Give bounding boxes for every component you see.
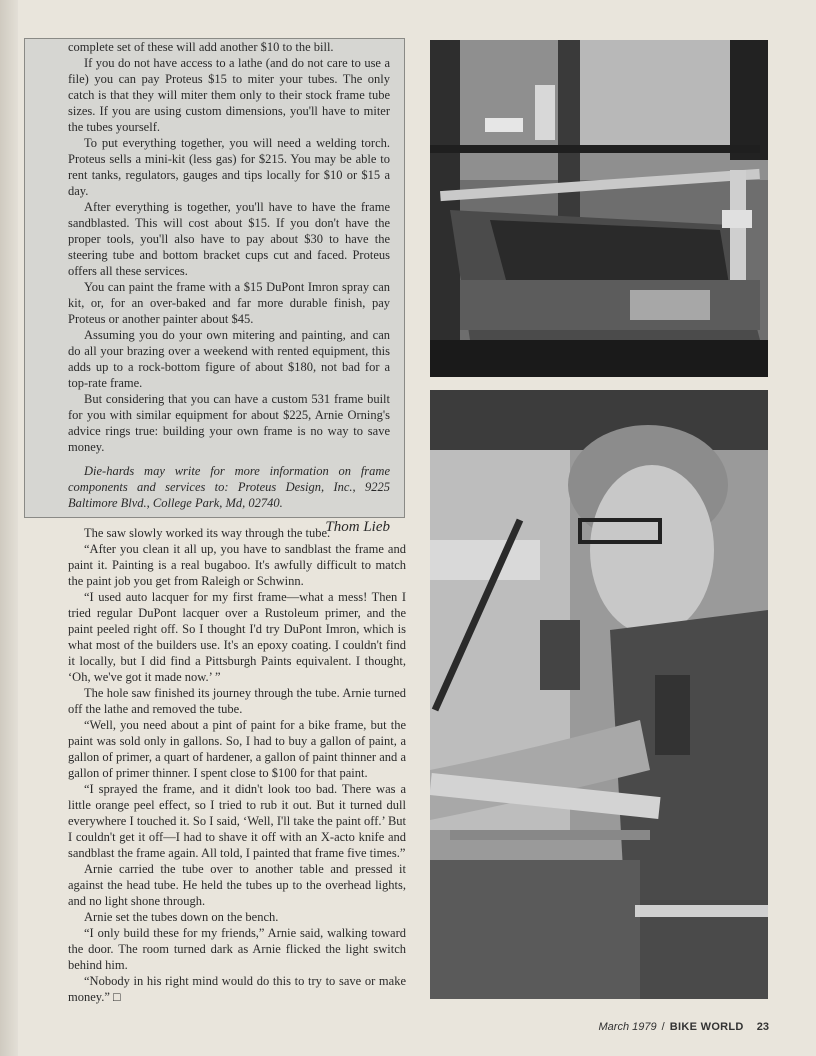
body-paragraph: “After you clean it all up, you have to sandblast the frame and paint it. Painting is a real bugaboo. It's awfully difficult to match the paint job you get from Raleigh or Schwinn.: [68, 542, 406, 588]
sidebar-paragraph: After everything is together, you'll have to have the frame sandblasted. This will cost about $15. If you don't have the proper tools, you'll also have to pay about $30 to have the steering tube and bottom bracket cups cut and faced. Proteus offers all these services.: [68, 200, 390, 278]
article-body-column: [68, 525, 406, 1005]
body-paragraph: Arnie set the tubes down on the bench.: [84, 910, 279, 924]
sidebar-paragraph: If you do not have access to a lathe (and do not care to use a file) you can pay Proteus $15 to miter your tubes. The only catch is that they will miter them only to their stock frame tube sizes. If you are using custom dimensions, you'll have to miter the tubes yourself.: [68, 56, 390, 134]
sidebar-author-byline: Thom Lieb: [325, 519, 390, 535]
body-paragraph: “I sprayed the frame, and it didn't look too bad. There was a little orange peel effect, so I tried to rub it out. But it turned dull everywhere I touched it. So I said, ‘Well, I'll take the paint off.’ But I couldn't get it off—I had to shave it off with an X-acto knife and sandblast the frame again. All told, I painted that frame five times.”: [68, 782, 406, 860]
body-paragraph: Arnie carried the tube over to another table and pressed it against the head tube. He held the tubes up to the overhead lights, and no light shone through.: [68, 862, 406, 908]
issue-date: March 1979: [598, 1021, 657, 1033]
footer-separator: /: [661, 1021, 665, 1033]
sidebar-closing-note: Die-hards may write for more information on frame components and services to: Proteus Design, Inc., 9225 Baltimore Blvd., College Park, Md, 02740.: [68, 464, 390, 510]
frame-jig-photo: [430, 40, 768, 377]
body-paragraph: The saw slowly worked its way through the tube.: [84, 526, 331, 540]
sidebar-paragraph: To put everything together, you will need a welding torch. Proteus sells a mini-kit (less gas) for $215. You may be able to rent tanks, regulators, gauges and tips locally for $10 or $15 a day.: [68, 136, 390, 198]
body-paragraph: “Well, you need about a pint of paint for a bike frame, but the paint was sold only in gallons. So, I had to buy a gallon of paint, a gallon of primer, a quart of hardener, a gallon of paint thinner and a gallon of primer thinner. I spent close to $100 for that paint.: [68, 718, 406, 780]
body-paragraph: The hole saw finished its journey through the tube. Arnie turned off the lathe and removed the tube.: [68, 686, 406, 716]
body-paragraph: “Nobody in his right mind would do this to try to save or make money.” □: [68, 974, 406, 1004]
sidebar-paragraph: You can paint the frame with a $15 DuPont Imron spray can kit, or, for an over-baked and far more durable finish, pay Proteus or another painter about $45.: [68, 280, 390, 326]
builder-portrait-photo: [430, 390, 768, 999]
body-paragraph: “I used auto lacquer for my first frame—what a mess! Then I tried regular DuPont lacquer over a Rustoleum primer, and the paint peeled right off. So I thought I'd try DuPont Imron, which is what most of the builders use. It's an epoxy coating. I couldn't find it locally, but I did find a Pittsburgh Paints equivalent. I thought, ‘Oh, we've got it made now.’ ”: [68, 590, 406, 684]
page-number: 23: [756, 1021, 769, 1033]
sidebar-paragraph: But considering that you can have a custom 531 frame built for you with similar equipment for about $225, Arnie Orning's advice rings true: building your own frame is no way to save money.: [68, 392, 390, 454]
page-gutter: [0, 0, 18, 1056]
publication-name: BIKE WORLD: [669, 1021, 744, 1033]
sidebar-paragraph: Assuming you do your own mitering and painting, and can do all your brazing over a weekend with rented equipment, this adds up to a rock-bottom figure of about $180, not bad for a top-rate frame.: [68, 328, 390, 390]
page-footer: [599, 1021, 769, 1033]
body-paragraph: “I only build these for my friends,” Arnie said, walking toward the door. The room turned dark as Arnie flicked the light switch behind him.: [68, 926, 406, 972]
sidebar-paragraph: complete set of these will add another $10 to the bill.: [68, 40, 334, 54]
